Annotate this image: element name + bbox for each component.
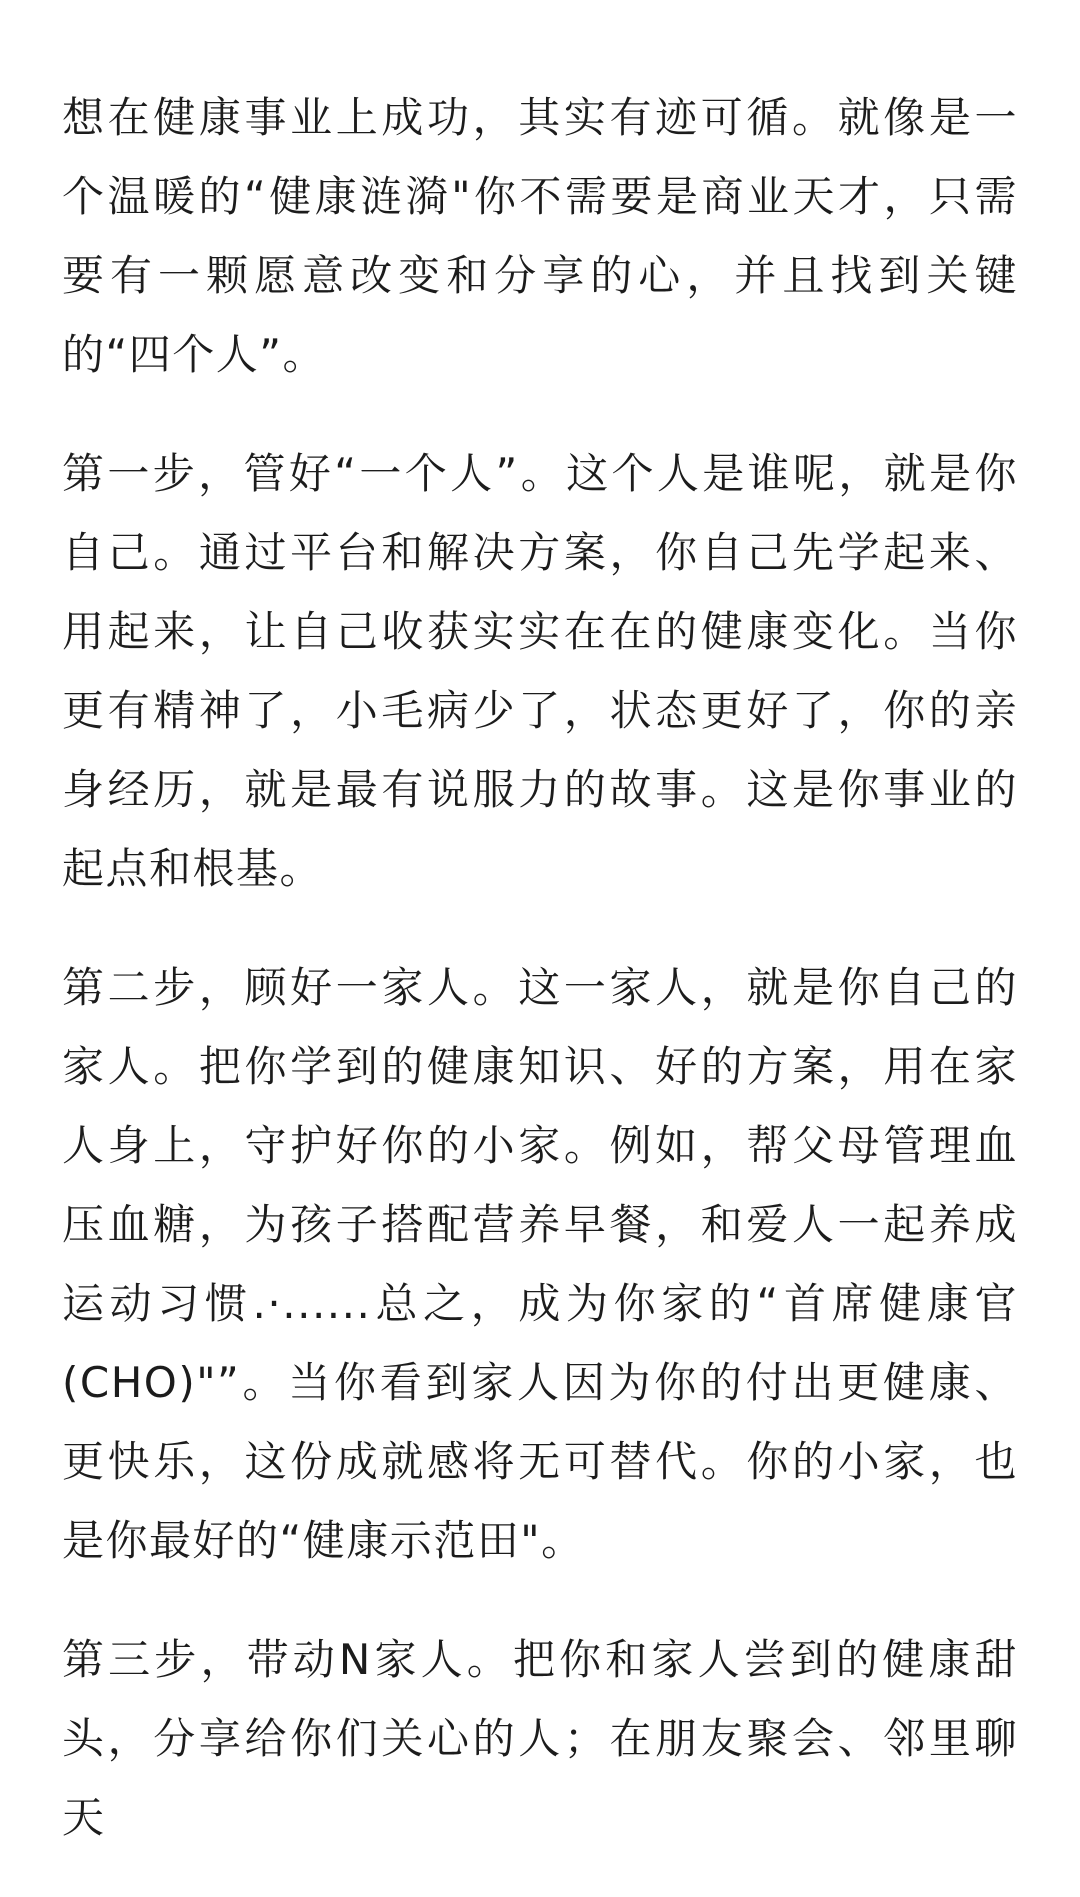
paragraph-step-one: 第一步，管好“一个人”。这个人是谁呢，就是你自己。通过平台和解决方案，你自己先学起来、 用起来，让自己收获实实在在的健康变化。当你更有精神了，小毛病少了，状态更好了，你的亲身经历，就是最有说服力的故事。这是你事业的起点和根基。 — [62, 449, 1018, 893]
article-body — [62, 78, 1018, 1897]
paragraph-intro: 想在健康事业上成功，其实有迹可循。就像是一个温暖的“健康涟漪"你不需要是商业天才，只需要有一颗愿意改变和分享的心，并且找到关键的“四个人”。 — [62, 93, 1018, 379]
paragraph-step-two: 第二步，顾好一家人。这一家人，就是你自己的家人。把你学到的健康知识、好的方案，用在家人身上，守护好你的小家。例如，帮父母管理血压血糖，为孩子搭配营养早餐，和爱人一起养成运动习惯.·......总之，成为你家的“首席健康官(CHO)"”。当你看到家人因为你的付出更健康、更快乐，这份成就感将无可替代。你的小家，也是你最好的“健康示范田"。 — [62, 963, 1018, 1565]
paragraph-step-three: 第三步，带动N家人。把你和家人尝到的健康甜头，分享给你们关心的人；在朋友聚会、邻里聊天 — [62, 1635, 1018, 1842]
